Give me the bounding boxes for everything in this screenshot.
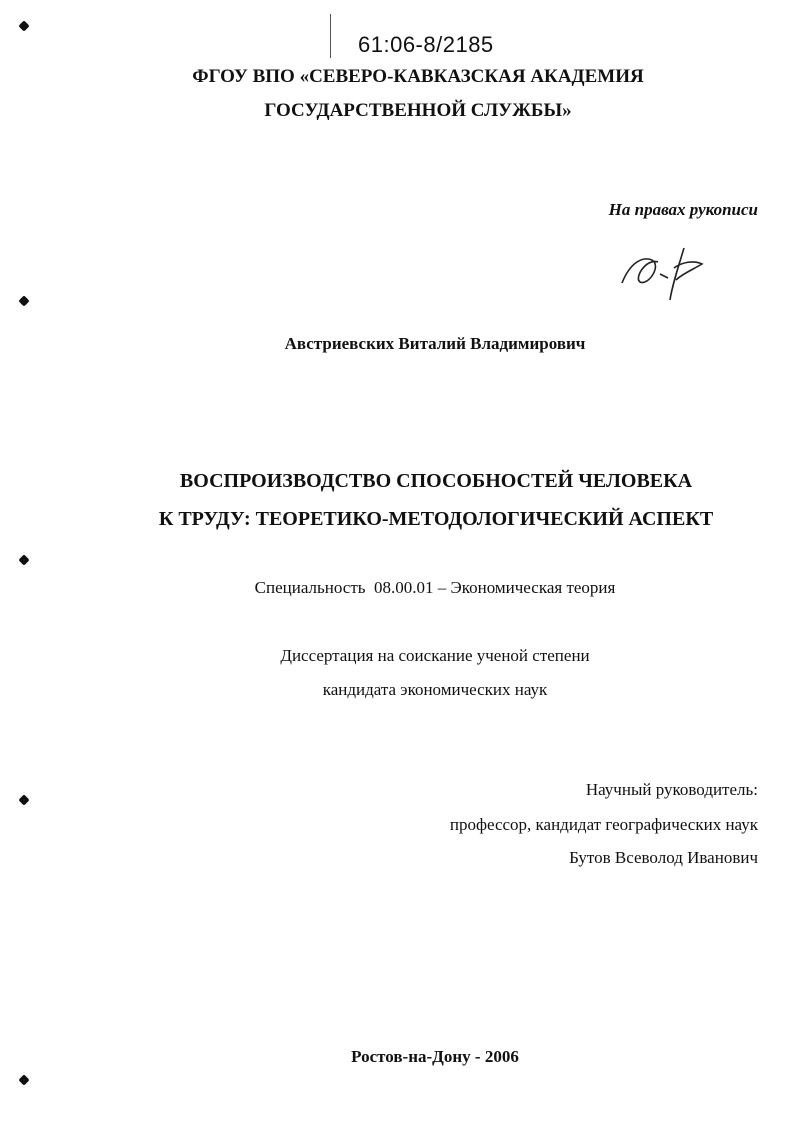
- scan-mark: [18, 20, 29, 31]
- organization-line-2: ГОСУДАРСТВЕННОЙ СЛУЖБЫ»: [264, 100, 572, 121]
- rights-note: На правах рукописи: [608, 200, 758, 219]
- supervisor-degree: профессор, кандидат географических наук: [449, 815, 758, 834]
- stamp-divider: [330, 14, 331, 58]
- specialty: Специальность 08.00.01 – Экономическая теория: [254, 578, 616, 597]
- organization-line-1: ФГОУ ВПО «СЕВЕРО-КАВКАЗСКАЯ АКАДЕМИЯ: [192, 66, 644, 87]
- archive-stamp-code: 61:06-8/2185: [358, 32, 494, 57]
- degree-line-1: Диссертация на соискание ученой степени: [280, 646, 590, 665]
- scan-mark: [18, 554, 29, 565]
- scan-mark: [18, 1074, 29, 1085]
- scan-mark: [18, 794, 29, 805]
- degree-line-2: кандидата экономических наук: [322, 680, 548, 699]
- scan-mark: [18, 295, 29, 306]
- dissertation-title-line-2: К ТРУДУ: ТЕОРЕТИКО-МЕТОДОЛОГИЧЕСКИЙ АСПЕКТ: [158, 508, 714, 530]
- author-name: Австриевских Виталий Владимирович: [284, 334, 586, 353]
- supervisor-name: Бутов Всеволод Иванович: [569, 848, 758, 867]
- dissertation-title-line-1: ВОСПРОИЗВОДСТВО СПОСОБНОСТЕЙ ЧЕЛОВЕКА: [179, 470, 693, 492]
- city-year: Ростов-на-Дону - 2006: [351, 1047, 519, 1066]
- signature-icon: [612, 238, 712, 308]
- supervisor-label: Научный руководитель:: [585, 780, 758, 799]
